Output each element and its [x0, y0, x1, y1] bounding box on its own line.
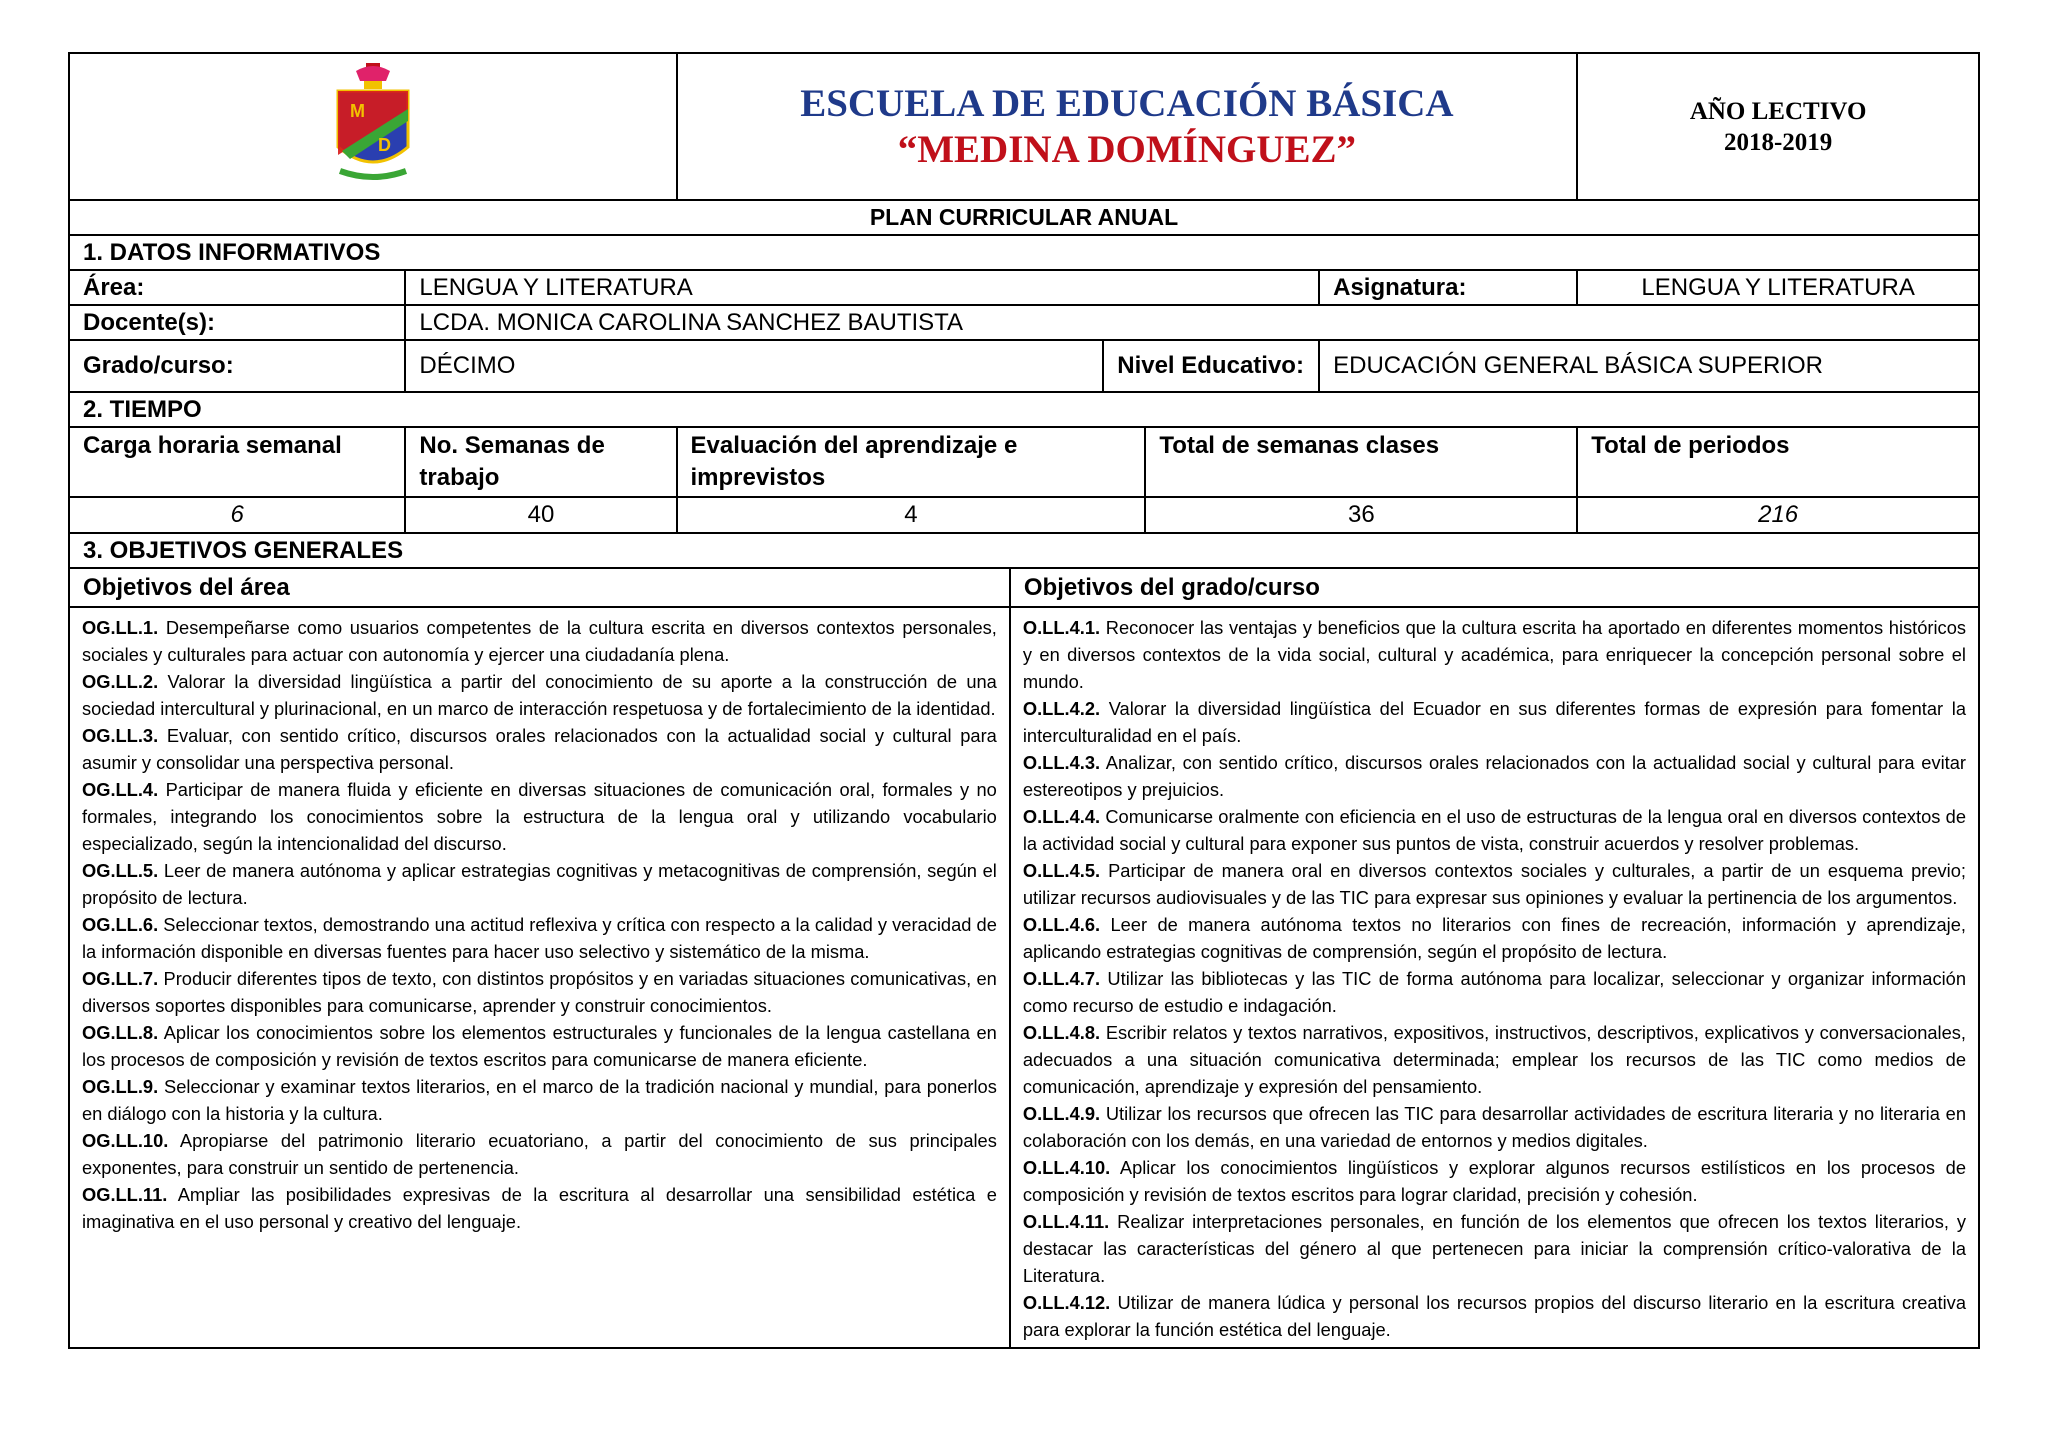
school-crest-logo — [328, 59, 418, 189]
area-objective — [82, 1073, 997, 1127]
grado-objective-text: Leer de manera autónoma textos no literarios con fines de recreación, información y aprendizaje, aplicando estrategias cognitivas de comprensión, según el propósito de lectura. — [1022, 914, 1966, 962]
area-label: Área: — [69, 270, 405, 305]
area-objectives-list — [69, 607, 1010, 1348]
area-objective-code: OG.LL.1. — [82, 617, 159, 638]
grado-objectives-header: Objetivos del grado/curso — [1010, 568, 1979, 607]
time-header-carga: Carga horaria semanal — [69, 427, 405, 497]
time-header-evaluacion: Evaluación del aprendizaje e imprevistos — [677, 427, 1146, 497]
grado-objective-code: O.LL.4.1. — [1022, 617, 1101, 638]
docente-label: Docente(s): — [69, 305, 405, 340]
svg-text:D: D — [377, 135, 391, 155]
grado-objective-text: Utilizar las bibliotecas y las TIC de forma autónoma para localizar, seleccionar y organizar información como recurso de estudio e indagación. — [1022, 968, 1966, 1016]
grado-objective-code: O.LL.4.5. — [1022, 860, 1101, 881]
grado-objective-text: Utilizar de manera lúdica y personal los recursos propios del discurso literario en la escritura creativa para explorar la función estética del lenguaje. — [1022, 1292, 1966, 1340]
area-objective-code: OG.LL.11. — [82, 1184, 168, 1205]
grado-objectives-list — [1010, 607, 1979, 1348]
area-objective — [82, 614, 997, 668]
grado-objective-text: Reconocer las ventajas y beneficios que la cultura escrita ha aportado en diferentes momentos históricos y en diversos contextos de la vida social, cultural y académica, para enriquecer la concepción personal sobre el mundo. — [1022, 617, 1966, 692]
area-objective-code: OG.LL.5. — [82, 860, 159, 881]
area-value: LENGUA Y LITERATURA — [405, 270, 1319, 305]
time-values-row — [69, 497, 1979, 533]
asignatura-value: LENGUA Y LITERATURA — [1577, 270, 1979, 305]
docente-row — [69, 305, 1979, 340]
grado-objective-text: Participar de manera oral en diversos contextos sociales y culturales, a partir de un esquema previo; utilizar recursos audiovisuales y de las TIC para expresar sus opiniones y evaluar la pertinencia de los argumentos. — [1022, 860, 1966, 908]
asignatura-label: Asignatura: — [1319, 270, 1577, 305]
grado-objective-code: O.LL.4.4. — [1022, 806, 1101, 827]
grado-objective — [1023, 1289, 1966, 1343]
grado-objective-text: Analizar, con sentido crítico, discursos orales relacionados con la actualidad social y cultural para evitar estereotipos y prejuicios. — [1022, 752, 1966, 800]
area-objective-code: OG.LL.4. — [82, 779, 159, 800]
school-year-cell — [1577, 53, 1979, 200]
time-header-semanas: No. Semanas de trabajo — [405, 427, 676, 497]
time-value-semanas: 40 — [405, 497, 676, 533]
area-objective-text: Aplicar los conocimientos sobre los elementos estructurales y funcionales de la lengua castellana en los procesos de composición y revisión de textos escritos para comunicarse de manera eficiente. — [82, 1022, 997, 1070]
area-objectives-header: Objetivos del área — [69, 568, 1010, 607]
document-title: PLAN CURRICULAR ANUAL — [69, 200, 1979, 235]
area-objective-text: Seleccionar textos, demostrando una actitud reflexiva y crítica con respecto a la calidad y veracidad de la información disponible en diversas fuentes para hacer uso selectivo y sistemático de la misma. — [82, 914, 997, 962]
area-objective-text: Seleccionar y examinar textos literarios, en el marco de la tradición nacional y mundial, para ponerlos en diálogo con la historia y la cultura. — [82, 1076, 997, 1124]
grado-objective — [1023, 857, 1966, 911]
school-year-value: 2018-2019 — [1723, 128, 1833, 156]
grado-objective — [1023, 749, 1966, 803]
grado-objective — [1023, 803, 1966, 857]
time-value-evaluacion: 4 — [677, 497, 1146, 533]
area-objective-text: Participar de manera fluida y eficiente en diversas situaciones de comunicación oral, formales y no formales, integrando los conocimientos sobre la estructura de la lengua oral y utilizando vocabulario especializado, según la intencionalidad del discurso. — [82, 779, 997, 854]
time-value-total-periodos: 216 — [1577, 497, 1979, 533]
area-objective-text: Valorar la diversidad lingüística a partir del conocimiento de su aporte a la construcción de una sociedad intercultural y plurinacional, en un marco de interacción respetuosa y de fortalecimiento de la identidad. — [82, 671, 997, 719]
area-objective — [82, 1181, 997, 1235]
section-3-title: 3. OBJETIVOS GENERALES — [69, 533, 1979, 568]
area-objective-code: OG.LL.2. — [82, 671, 159, 692]
grado-objective-code: O.LL.4.2. — [1022, 698, 1101, 719]
grado-row — [69, 340, 1979, 392]
time-value-carga: 6 — [69, 497, 405, 533]
docente-value: LCDA. MONICA CAROLINA SANCHEZ BAUTISTA — [405, 305, 1979, 340]
area-objective — [82, 1019, 997, 1073]
area-objective-code: OG.LL.7. — [82, 968, 159, 989]
grado-objective — [1023, 1154, 1966, 1208]
area-objective-text: Ampliar las posibilidades expresivas de la escritura al desarrollar una sensibilidad estética e imaginativa en el uso personal y creativo del lenguaje. — [82, 1184, 997, 1232]
area-row — [69, 270, 1979, 305]
area-objective-code: OG.LL.10. — [82, 1130, 169, 1151]
grado-objective — [1023, 1019, 1966, 1100]
area-objective-code: OG.LL.3. — [82, 725, 159, 746]
area-objective-text: Producir diferentes tipos de texto, con distintos propósitos y en variadas situaciones comunicativas, en diversos soportes disponibles para comunicarse, aprender y construir conocimientos. — [82, 968, 997, 1016]
grado-objective — [1023, 965, 1966, 1019]
grado-objective-text: Escribir relatos y textos narrativos, expositivos, instructivos, descriptivos, explicativos y conversacionales, adecuados a una situación comunicativa determinada; emplear los recursos de las TIC como medios de comunicación, aprendizaje y expresión del pensamiento. — [1022, 1022, 1966, 1097]
time-headers-row — [69, 427, 1979, 497]
area-objective-text: Evaluar, con sentido crítico, discursos orales relacionados con la actualidad social y cultural para asumir y consolidar una perspectiva personal. — [82, 725, 997, 773]
nivel-label: Nivel Educativo: — [1103, 340, 1319, 392]
area-objective-text: Leer de manera autónoma y aplicar estrategias cognitivas y metacognitivas de comprensión, según el propósito de lectura. — [82, 860, 997, 908]
area-objective — [82, 965, 997, 1019]
grado-label: Grado/curso: — [69, 340, 405, 392]
grado-objective-code: O.LL.4.9. — [1022, 1103, 1101, 1124]
grado-objective — [1023, 695, 1966, 749]
logo-cell — [69, 53, 677, 200]
grado-objective-code: O.LL.4.11. — [1022, 1211, 1110, 1232]
time-header-total-periodos: Total de periodos — [1577, 427, 1979, 497]
area-objective-code: OG.LL.6. — [82, 914, 159, 935]
time-header-total-semanas: Total de semanas clases — [1145, 427, 1577, 497]
grado-objective-code: O.LL.4.12. — [1022, 1292, 1111, 1313]
objectives-body-row — [69, 607, 1979, 1348]
grado-objective-text: Utilizar los recursos que ofrecen las TIC para desarrollar actividades de escritura literaria y no literaria en colaboración con los demás, en una variedad de entornos y medios digitales. — [1022, 1103, 1966, 1151]
area-objective — [82, 722, 997, 776]
area-objective — [82, 857, 997, 911]
school-name-line2: “MEDINA DOMÍNGUEZ” — [897, 127, 1357, 171]
area-objective-code: OG.LL.9. — [82, 1076, 159, 1097]
grado-objective-code: O.LL.4.8. — [1022, 1022, 1101, 1043]
grado-objective-code: O.LL.4.7. — [1022, 968, 1101, 989]
area-objective-text: Desempeñarse como usuarios competentes de la cultura escrita en diversos contextos personales, sociales y culturales para actuar con autonomía y ejercer una ciudadanía plena. — [82, 617, 997, 665]
grado-objective-code: O.LL.4.3. — [1022, 752, 1101, 773]
nivel-value: EDUCACIÓN GENERAL BÁSICA SUPERIOR — [1319, 340, 1979, 392]
header-row — [69, 53, 1979, 200]
school-name-line1: ESCUELA DE EDUCACIÓN BÁSICA — [800, 81, 1454, 125]
curricular-plan-table — [68, 52, 1980, 1349]
grado-objective-text: Aplicar los conocimientos lingüísticos y explorar algunos recursos estilísticos en los procesos de composición y revisión de textos escritos para lograr claridad, precisión y cohesión. — [1022, 1157, 1966, 1205]
grado-objective-text: Valorar la diversidad lingüística del Ecuador en sus diferentes formas de expresión para fomentar la interculturalidad en el país. — [1022, 698, 1966, 746]
grado-objective — [1023, 911, 1966, 965]
area-objective — [82, 911, 997, 965]
grado-objective-code: O.LL.4.10. — [1022, 1157, 1111, 1178]
school-name-cell — [677, 53, 1578, 200]
area-objective — [82, 1127, 997, 1181]
area-objective — [82, 668, 997, 722]
document-page — [68, 52, 1980, 1349]
grado-objective-text: Realizar interpretaciones personales, en función de los elementos que ofrecen los textos literarios, y destacar las características del género al que pertenecen para iniciar la comprensión crítico-valorativa de la Literatura. — [1022, 1211, 1966, 1286]
grado-objective-code: O.LL.4.6. — [1022, 914, 1101, 935]
grado-objective — [1023, 1208, 1966, 1289]
grado-objective-text: Comunicarse oralmente con eficiencia en el uso de estructuras de la lengua oral en diversos contextos de la actividad social y cultural para exponer sus puntos de vista, construir acuerdos y resolver problemas. — [1022, 806, 1966, 854]
objectives-header-row — [69, 568, 1979, 607]
grado-value: DÉCIMO — [405, 340, 1103, 392]
section-1-title: 1. DATOS INFORMATIVOS — [69, 235, 1979, 270]
grado-objective — [1023, 1100, 1966, 1154]
school-year-label: AÑO LECTIVO — [1689, 97, 1867, 125]
section-2-title: 2. TIEMPO — [69, 392, 1979, 427]
area-objective-code: OG.LL.8. — [82, 1022, 159, 1043]
area-objective — [82, 776, 997, 857]
grado-objective — [1023, 614, 1966, 695]
time-value-total-semanas: 36 — [1145, 497, 1577, 533]
area-objective-text: Apropiarse del patrimonio literario ecuatoriano, a partir del conocimiento de sus principales exponentes, para construir un sentido de pertenencia. — [82, 1130, 997, 1178]
svg-text:M: M — [349, 101, 365, 121]
